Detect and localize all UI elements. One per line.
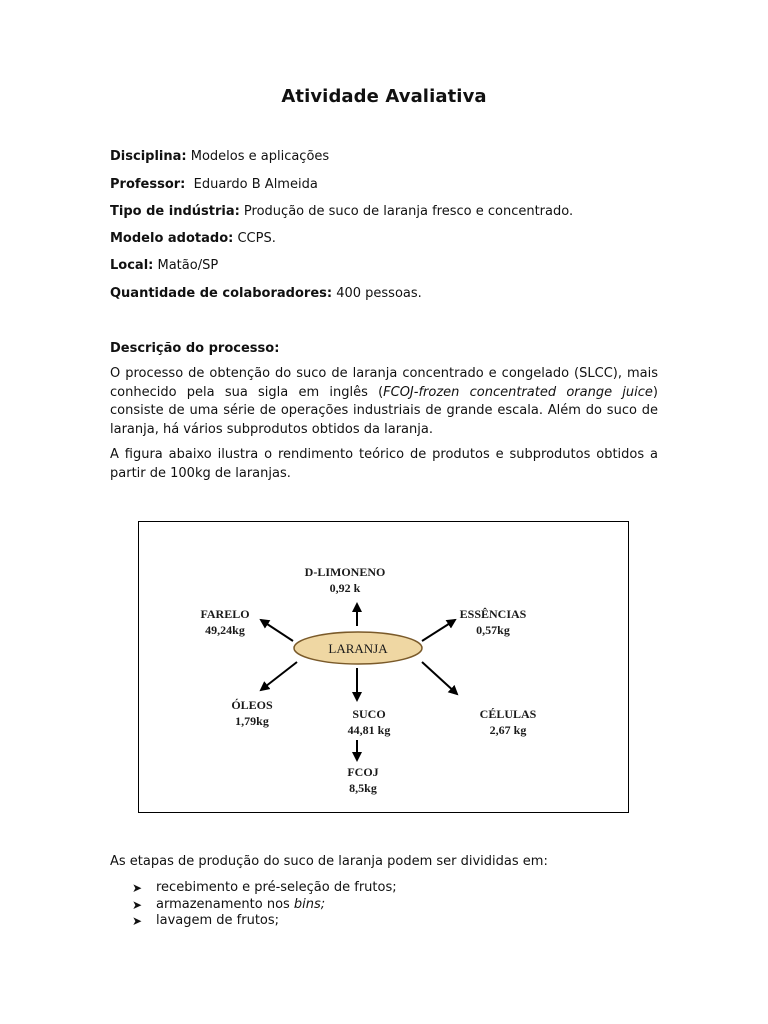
paragraph-text: O processo de obtenção do suco de laranja concentrado e congelado (SLCC), mais conhecido pela sua sigla em inglês ( xyxy=(110,366,658,400)
field-modelo-adotado xyxy=(110,231,276,246)
page-title: Atividade Avaliativa xyxy=(281,86,487,107)
node-d-limoneno-name: D-LIMONENO xyxy=(304,565,386,579)
list-item-text: armazenamento nos xyxy=(156,896,294,912)
paragraph-text: ) consiste de uma série de operações industriais de grande escala. Além do suco de laranja, há vários subprodutos obtidos da laranja. xyxy=(110,384,658,437)
node-fcoj-name: FCOJ xyxy=(347,765,379,779)
field-value: 400 pessoas. xyxy=(332,286,422,301)
field-label: Quantidade de colaboradores: xyxy=(110,286,333,301)
paragraph-italic: FCOJ-frozen concentrated orange juice xyxy=(383,384,653,400)
node-essencias-name: ESSÊNCIAS xyxy=(459,607,527,621)
field-label: Professor: xyxy=(110,177,186,192)
bullet-arrow-icon: ➤ xyxy=(132,881,143,895)
arrow-celulas xyxy=(422,662,457,694)
field-tipo-industria xyxy=(110,204,573,219)
field-label: Modelo adotado: xyxy=(110,231,234,246)
field-professor xyxy=(110,177,318,192)
arrow-oleos xyxy=(261,662,297,690)
list-item xyxy=(132,897,397,914)
node-farelo-value: 49,24kg xyxy=(205,623,245,637)
paragraph-figure-intro: A figura abaixo ilustra o rendimento teórico de produtos e subprodutos obtidos a partir de 100kg de laranjas. xyxy=(110,447,658,481)
bullet-arrow-icon: ➤ xyxy=(132,897,143,912)
node-fcoj-value: 8,5kg xyxy=(349,781,377,795)
node-farelo-name: FARELO xyxy=(200,607,250,621)
node-celulas-name: CÉLULAS xyxy=(479,707,537,721)
node-oleos-value: 1,79kg xyxy=(235,714,269,728)
laranja-label: LARANJA xyxy=(328,641,388,656)
steps-list xyxy=(132,880,397,930)
field-value: CCPS. xyxy=(233,231,276,246)
field-disciplina xyxy=(110,149,329,164)
list-item-italic: bins; xyxy=(293,896,326,912)
field-value: Produção de suco de laranja fresco e concentrado. xyxy=(239,204,574,219)
field-value: Modelos e aplicações xyxy=(186,149,330,164)
list-item xyxy=(132,913,397,930)
section-heading: Descrição do processo: xyxy=(110,341,280,356)
node-d-limoneno-value: 0,92 k xyxy=(329,581,361,595)
paragraph-process xyxy=(110,365,658,439)
field-label: Tipo de indústria: xyxy=(110,204,240,219)
yield-diagram-svg xyxy=(139,522,630,814)
arrow-essencias xyxy=(422,620,455,641)
field-label: Local: xyxy=(110,258,154,273)
node-celulas-value: 2,67 kg xyxy=(489,723,527,737)
list-item xyxy=(132,880,397,897)
arrow-farelo xyxy=(261,620,293,641)
list-item-text: lavagem de frutos; xyxy=(156,913,280,928)
list-item-text: recebimento e pré-seleção de frutos; xyxy=(156,880,397,895)
field-label: Disciplina: xyxy=(110,149,187,164)
field-value: Matão/SP xyxy=(153,258,219,273)
list-intro: As etapas de produção do suco de laranja podem ser divididas em: xyxy=(110,854,548,869)
field-quantidade-colaboradores xyxy=(110,286,422,301)
bullet-arrow-icon: ➤ xyxy=(132,914,143,928)
field-value: Eduardo B Almeida xyxy=(185,177,318,192)
yield-diagram xyxy=(138,521,629,813)
node-suco-name: SUCO xyxy=(352,707,386,721)
field-local xyxy=(110,258,218,273)
node-oleos-name: ÓLEOS xyxy=(231,698,273,712)
node-suco-value: 44,81 kg xyxy=(347,723,391,737)
node-essencias-value: 0,57kg xyxy=(476,623,510,637)
